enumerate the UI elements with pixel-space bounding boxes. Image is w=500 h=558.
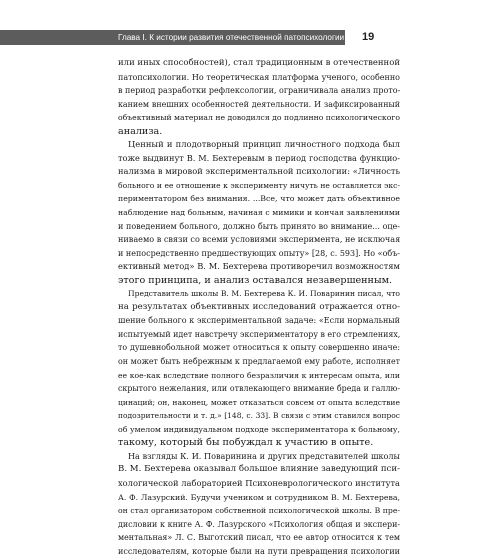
text-line: периментатором без внимания. ...Все, что может дать объективное <box>118 194 400 204</box>
paragraph <box>118 450 400 558</box>
text-line: на результатах объективных исследований отражается отно- <box>118 301 400 312</box>
paragraph <box>118 287 400 450</box>
text-line: об умелом индивидуальном подходе экспериментатора к больному, <box>118 424 400 434</box>
text-line: дисловии к книге А. Ф. Лазурского «Психология общая и экспери- <box>118 519 400 529</box>
text-line: В. М. Бехтерева оказывал большое влияние заведующий пси- <box>118 464 400 475</box>
text-line: А. Ф. Лазурский. Будучи учеником и сотрудником В. М. Бехтерева, <box>118 492 400 502</box>
text-line: скрытого нежелания, или отвлекающего внимание бреда и галлю- <box>118 384 400 394</box>
text-line: нализма в мировой экспериментальной психологии: «Личность <box>118 166 400 177</box>
text-line: больного и ее отношение к эксперименту ничуть не оставляется экс- <box>118 180 400 190</box>
text-line: этого принципа, и анализ оставался незавершенным. <box>118 274 393 286</box>
text-line: в период разработки рефлексологии, ограничивала анализ прото- <box>118 86 400 96</box>
text-line: хологической лабораторией Психоневрологического института <box>118 477 400 488</box>
text-line: Ценный и плодотворный принцип личностного подхода был <box>128 139 400 150</box>
text-line: и непосредственно предшествующих опыту» [28, с. 593]. Но «объ- <box>118 248 400 258</box>
text-line: объективный материал не доводился до подлинно психологического <box>118 113 400 123</box>
page-number: 19 <box>362 31 375 43</box>
paragraph <box>118 138 400 287</box>
text-line: тоже выдвинут В. М. Бехтеревым в период господства функцио- <box>118 152 400 163</box>
text-line: он может быть небрежным к предлагаемой ему работе, исполняет <box>118 357 400 367</box>
paragraph <box>118 57 400 138</box>
text-line: цинаций; он, наконец, может отказаться совсем от опыта вследствие <box>118 397 400 407</box>
text-line: На взгляды К. И. Поваринина и других представителей школы <box>128 450 400 461</box>
text-line: шение больного к экспериментальной задаче: «Если нормальный <box>118 316 400 326</box>
text-line: и поведением больного, должно быть принято во внимание... оце- <box>118 221 400 231</box>
text-line: ментальная» Л. С. Выготский писал, что ее автор относится к тем <box>118 533 400 543</box>
text-line: канием внешних особенностей деятельности. И зафиксированный <box>118 99 400 109</box>
text-line: анализа. <box>118 125 163 137</box>
text-line: то душевнобольной может относиться к опыту совершенно иначе: <box>118 343 400 353</box>
text-line: испытуемый идет навстречу экспериментатору в его стремлениях, <box>118 329 400 339</box>
text-line: Представитель школы В. М. Бехтерева К. И. Поваринин писал, что <box>128 289 400 299</box>
text-line: или иных способностей), стал традиционным в отечественной <box>118 58 400 68</box>
text-line: патопсихологии. Но теоретическая платформа ученого, особенно <box>118 72 400 82</box>
chapter-title: Глава I. К истории развития отечественной патопсихологии <box>118 33 345 42</box>
text-line: ниваемо в связи со всеми условиями эксперимента, не исключая <box>118 234 400 245</box>
text-line: он стал организатором собственной психологической школы. В пре- <box>118 506 400 516</box>
page-body <box>118 57 400 558</box>
text-line: исследователям, которые были на пути превращения психологии <box>118 546 400 556</box>
text-line: ее кое-как вследствие полного безразличия к интересам опыта, или <box>118 370 400 380</box>
text-line: такому, который бы побуждал к участию в опыте. <box>118 437 374 449</box>
text-line: наблюдение над больным, начиная с мимики и кончая заявлениями <box>118 208 400 218</box>
text-line: подозрительности и т. д.» [148, с. 33]. В связи с этим ставился вопрос <box>118 411 400 421</box>
text-line: ективный метод» В. М. Бехтерева противоречил возможностям <box>118 261 400 272</box>
